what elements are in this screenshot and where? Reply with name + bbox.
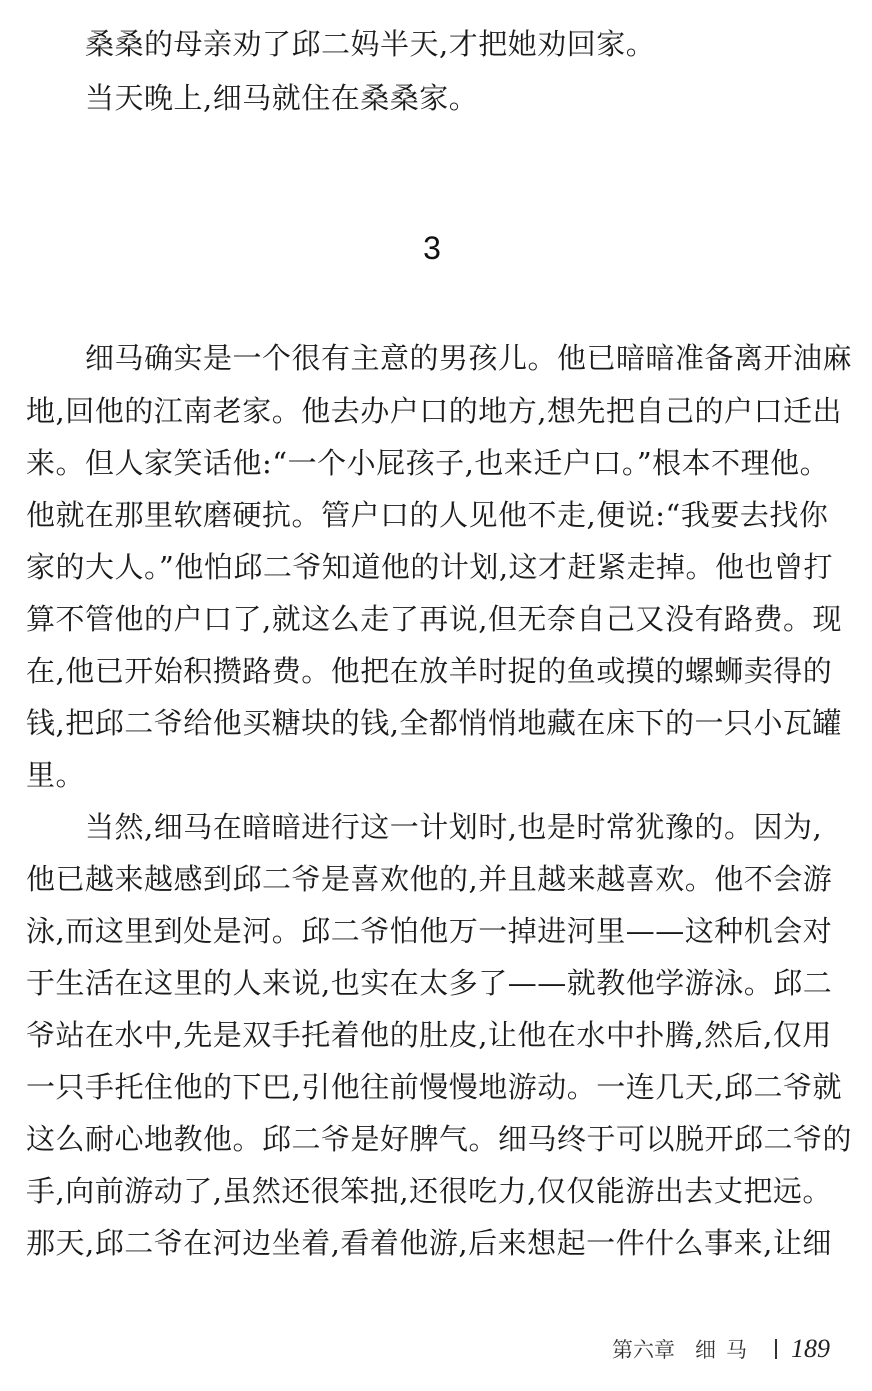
- paragraph-line: 桑桑的母亲劝了邱二妈半天,才把她劝回家。: [85, 27, 656, 61]
- paragraph-line: 这么耐心地教他。邱二爷是好脾气。细马终于可以脱开邱二爷的: [26, 1122, 853, 1156]
- paragraph-line: 他已越来越感到邱二爷是喜欢他的,并且越来越喜欢。他不会游: [26, 862, 833, 896]
- paragraph-line: 家的大人。”他怕邱二爷知道他的计划,这才赶紧走掉。他也曾打: [26, 550, 834, 584]
- paragraph-line: 在,他已开始积攒路费。他把在放羊时捉的鱼或摸的螺蛳卖得的: [26, 654, 833, 688]
- paragraph-line: 细马确实是一个很有主意的男孩儿。他已暗暗准备离开油麻: [85, 341, 853, 375]
- paragraph-line: 当天晚上,细马就住在桑桑家。: [85, 81, 479, 115]
- paragraph-line: 里。: [26, 758, 86, 792]
- page-number: 189: [791, 1334, 830, 1363]
- paragraph-line: 来。但人家笑话他:“一个小屁孩子,也来迁户口。”根本不理他。: [26, 446, 830, 480]
- paragraph-line: 地,回他的江南老家。他去办户口的地方,想先把自己的户口迁出: [26, 394, 842, 428]
- running-footer: [612, 1334, 830, 1364]
- chapter-label: 第六章: [612, 1338, 675, 1362]
- paragraph-line: 爷站在水中,先是双手托着他的肚皮,让他在水中扑腾,然后,仅用: [26, 1018, 832, 1052]
- paragraph-line: 钱,把邱二爷给他买糖块的钱,全都悄悄地藏在床下的一只小瓦罐: [26, 706, 842, 740]
- paragraph-line: 于生活在这里的人来说,也实在太多了——就教他学游泳。邱二: [26, 966, 833, 1000]
- paragraph-line: 手,向前游动了,虽然还很笨拙,还很吃力,仅仅能游出去丈把远。: [26, 1174, 832, 1208]
- section-number: 3: [423, 230, 441, 266]
- chapter-title: 细马: [695, 1338, 757, 1362]
- paragraph-line: 泳,而这里到处是河。邱二爷怕他万一掉进河里——这种机会对: [26, 914, 833, 948]
- paragraph-line: 算不管他的户口了,就这么走了再说,但无奈自己又没有路费。现: [26, 602, 842, 636]
- divider: [775, 1339, 777, 1359]
- paragraph-line: 一只手托住他的下巴,引他往前慢慢地游动。一连几天,邱二爷就: [26, 1070, 842, 1104]
- paragraph-line: 那天,邱二爷在河边坐着,看着他游,后来想起一件什么事来,让细: [26, 1226, 832, 1260]
- paragraph-line: 当然,细马在暗暗进行这一计划时,也是时常犹豫的。因为,: [85, 810, 823, 844]
- paragraph-line: 他就在那里软磨硬抗。管户口的人见他不走,便说:“我要去找你: [26, 498, 829, 532]
